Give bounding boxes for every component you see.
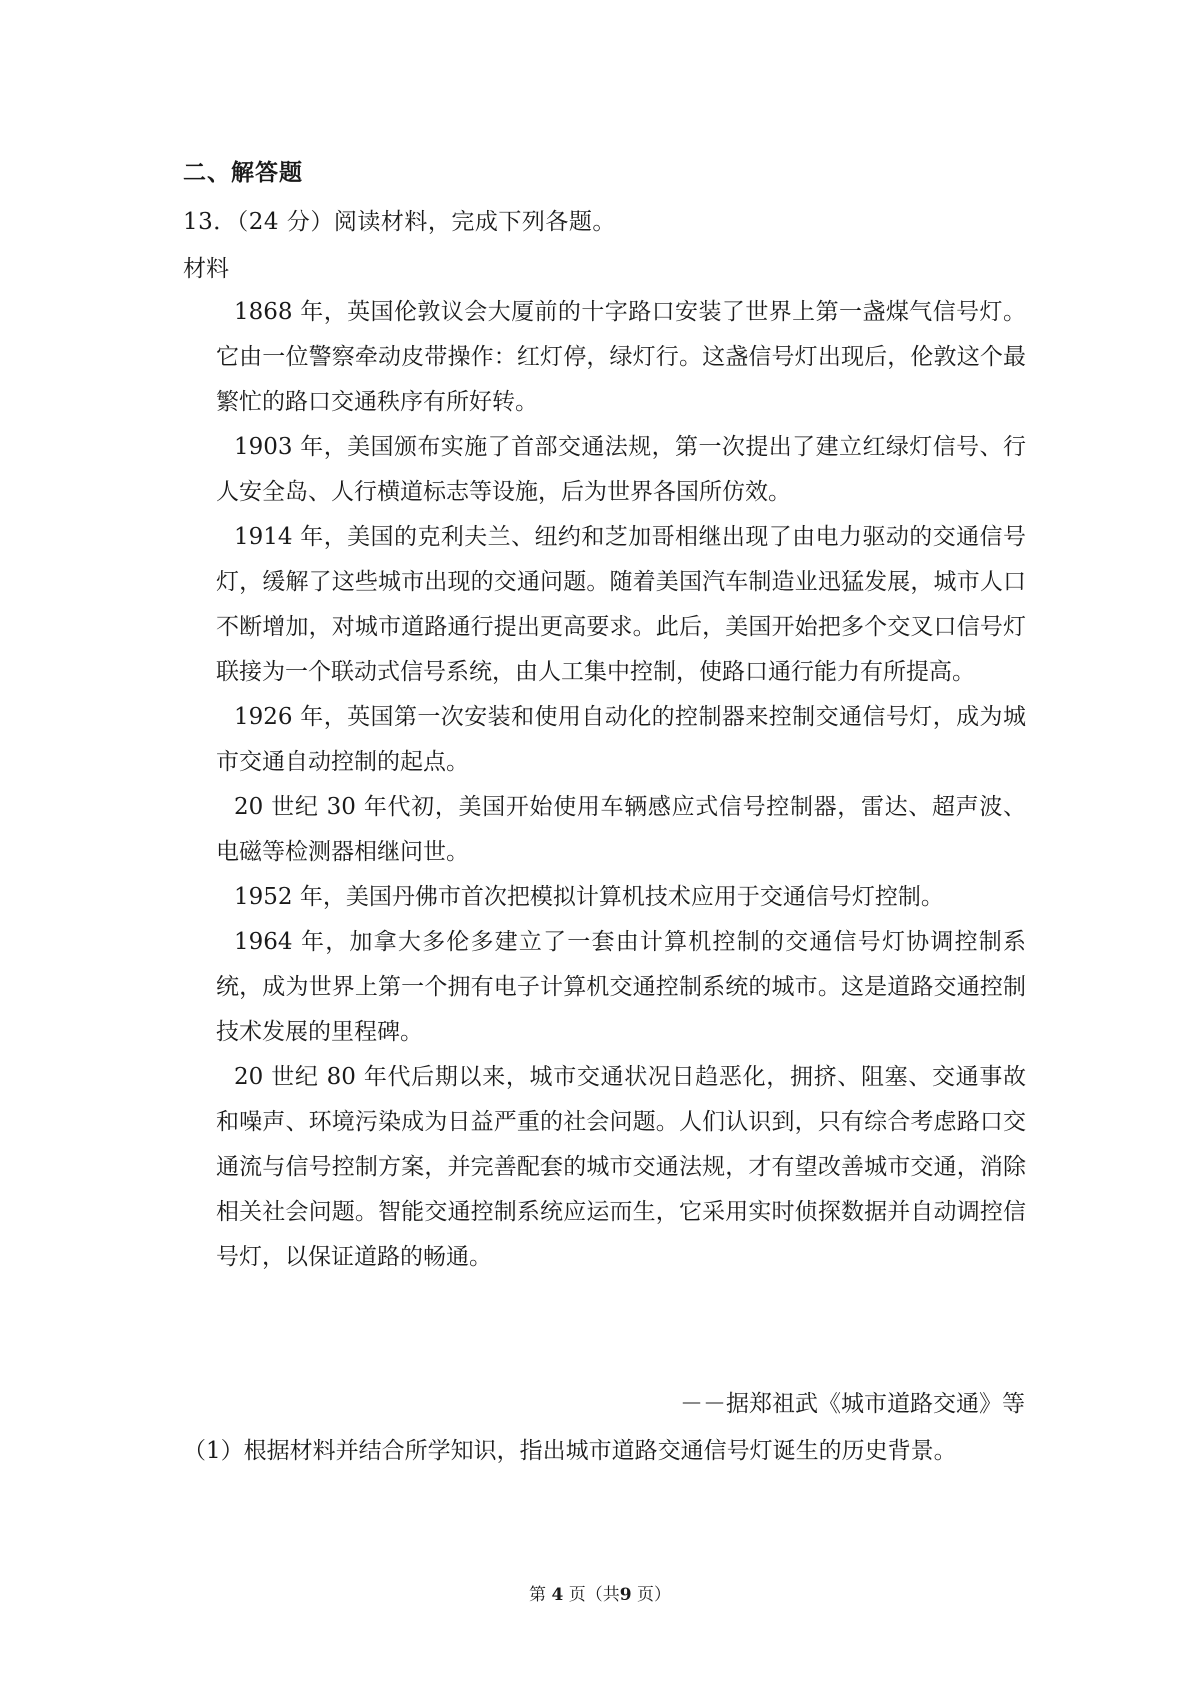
material-paragraph: 1868 年，英国伦敦议会大厦前的十字路口安装了世界上第一盏煤气信号灯。它由一位警察牵动皮带操作：红灯停，绿灯行。这盏信号灯出现后，伦敦这个最繁忙的路口交通秩序有所好转。	[216, 299, 1026, 415]
question-number: 13．	[183, 209, 237, 235]
material-paragraph: 20 世纪 80 年代后期以来，城市交通状况日趋恶化，拥挤、阻塞、交通事故和噪声、环境污染成为日益严重的社会问题。人们认识到，只有综合考虑路口交通流与信号控制方案，并完善配套的城市交通法规，才有望改善城市交通，消除相关社会问题。智能交通控制系统应运而生，它采用实时侦探数据并自动调控信号灯，以保证道路的畅通。	[216, 1064, 1026, 1270]
material-body	[216, 290, 1026, 1280]
sub-question-1: （1）根据材料并结合所学知识，指出城市道路交通信号灯诞生的历史背景。	[183, 1438, 957, 1464]
material-paragraph: 1964 年，加拿大多伦多建立了一套由计算机控制的交通信号灯协调控制系统，成为世界上第一个拥有电子计算机交通控制系统的城市。这是道路交通控制技术发展的里程碑。	[216, 929, 1026, 1045]
material-paragraph: 1903 年，美国颁布实施了首部交通法规，第一次提出了建立红绿灯信号、行人安全岛、人行横道标志等设施，后为世界各国所仿效。	[216, 434, 1026, 505]
material-paragraph: 1914 年，美国的克利夫兰、纽约和芝加哥相继出现了由电力驱动的交通信号灯，缓解了这些城市出现的交通问题。随着美国汽车制造业迅猛发展，城市人口不断增加，对城市道路通行提出更高要求。此后，美国开始把多个交叉口信号灯联接为一个联动式信号系统，由人工集中控制，使路口通行能力有所提高。	[216, 524, 1026, 685]
footer-prefix: 第	[529, 1585, 547, 1605]
page-footer	[0, 1580, 1200, 1605]
question-stem	[183, 203, 616, 236]
footer-total-pages: 9	[619, 1585, 632, 1605]
source-citation: －－据郑祖武《城市道路交通》等	[680, 1391, 1025, 1417]
material-label: 材料	[183, 256, 229, 282]
footer-middle: 页（共	[568, 1585, 620, 1605]
question-text: （24 分）阅读材料，完成下列各题。	[236, 209, 616, 235]
material-paragraph: 20 世纪 30 年代初，美国开始使用车辆感应式信号控制器，雷达、超声波、电磁等检测器相继问世。	[216, 794, 1026, 865]
section-title: 二、解答题	[183, 159, 303, 186]
material-paragraph: 1926 年，英国第一次安装和使用自动化的控制器来控制交通信号灯，成为城市交通自动控制的起点。	[216, 704, 1026, 775]
footer-page-number: 4	[551, 1585, 564, 1605]
material-paragraph: 1952 年，美国丹佛市首次把模拟计算机技术应用于交通信号灯控制。	[234, 884, 944, 910]
footer-suffix: 页）	[636, 1585, 671, 1605]
